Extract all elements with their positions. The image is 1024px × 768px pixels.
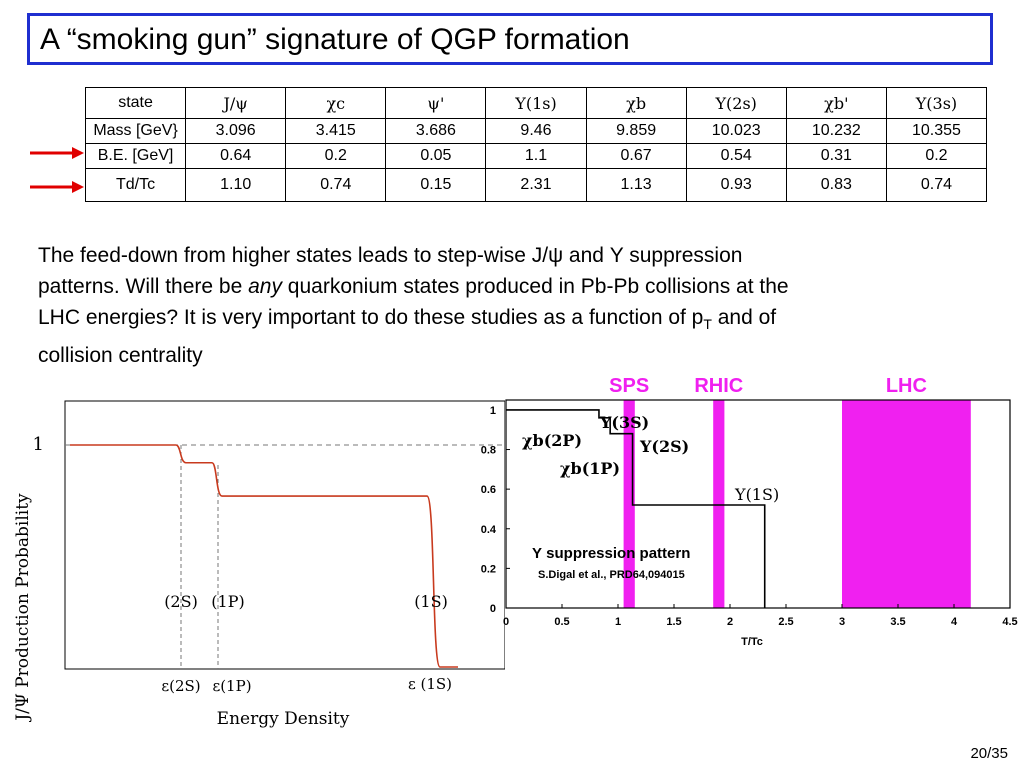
text-span: patterns. Will there be bbox=[38, 275, 249, 298]
table-cell: 0.54 bbox=[686, 144, 786, 169]
y-tick-label: 0 bbox=[489, 603, 496, 615]
step-label: (2S) bbox=[164, 592, 198, 611]
table-cell: B.E. [GeV] bbox=[86, 144, 186, 169]
text-span: and of bbox=[711, 306, 777, 329]
step-label: (1P) bbox=[211, 592, 245, 611]
paragraph-line bbox=[38, 302, 998, 340]
band-label: LHC bbox=[885, 375, 927, 397]
x-axis-label: T/Tc bbox=[741, 636, 763, 648]
table-cell: 1.10 bbox=[186, 169, 286, 202]
arrow-right-icon bbox=[30, 180, 84, 194]
y-tick-label: 0.6 bbox=[480, 484, 496, 497]
band-lhc bbox=[842, 400, 971, 608]
table-cell: 0.05 bbox=[386, 144, 486, 169]
table-cell: 9.859 bbox=[586, 119, 686, 144]
paragraph-line: collision centrality bbox=[38, 344, 203, 368]
title-box bbox=[27, 13, 993, 65]
x-tick-label: 1.5 bbox=[666, 616, 682, 628]
x-tick-label: 4 bbox=[950, 616, 958, 628]
table-cell: 1.1 bbox=[486, 144, 586, 169]
annotation-upsilon-3s: Υ(3S) bbox=[600, 413, 650, 432]
band-labels bbox=[609, 375, 927, 397]
threshold-label: ε(1P) bbox=[212, 677, 252, 695]
y-tick-label: 0.8 bbox=[480, 444, 496, 457]
plot-frame bbox=[65, 401, 505, 669]
table-cell: 0.15 bbox=[386, 169, 486, 202]
table-cell: ψ' bbox=[386, 88, 486, 119]
upsilon-suppression-chart bbox=[480, 370, 1024, 655]
subscript-text: T bbox=[703, 316, 712, 333]
text-span: quarkonium states produced in Pb-Pb collisions at the bbox=[281, 275, 789, 298]
x-tick-label: 4.5 bbox=[1002, 616, 1018, 628]
y-tick-label: 1 bbox=[489, 404, 496, 417]
x-tick-label: 3 bbox=[838, 616, 846, 628]
x-tick-label: 0 bbox=[502, 616, 510, 628]
table-cell: Υ(1s) bbox=[486, 88, 586, 119]
table-cell: 10.232 bbox=[786, 119, 886, 144]
table-cell: 0.2 bbox=[886, 144, 986, 169]
table-cell: 10.023 bbox=[686, 119, 786, 144]
x-tick-label: 1 bbox=[614, 616, 622, 628]
table-cell: state bbox=[86, 88, 186, 119]
y-tick-label: 0.2 bbox=[480, 563, 496, 576]
table-cell: J/ψ bbox=[186, 88, 286, 119]
table-cell: Υ(3s) bbox=[886, 88, 986, 119]
table-cell: 3.096 bbox=[186, 119, 286, 144]
table-cell: χb bbox=[586, 88, 686, 119]
table-cell: 10.355 bbox=[886, 119, 986, 144]
x-tick-label: 2.5 bbox=[778, 616, 794, 628]
annotation-upsilon-2s: Υ(2S) bbox=[640, 437, 690, 456]
probability-curve bbox=[70, 445, 458, 667]
annotation-upsilon-1s: Υ(1S) bbox=[735, 485, 780, 504]
body-paragraph bbox=[38, 240, 998, 371]
emphasis-text: any bbox=[248, 275, 282, 298]
table-cell: 9.46 bbox=[486, 119, 586, 144]
legend-title: Υ suppression pattern bbox=[532, 545, 691, 562]
table-cell: 0.67 bbox=[586, 144, 686, 169]
y-tick-label: 0.4 bbox=[480, 523, 496, 536]
table-cell: Υ(2s) bbox=[686, 88, 786, 119]
page-title: A “smoking gun” signature of QGP formation bbox=[40, 23, 630, 56]
table-cell: 0.64 bbox=[186, 144, 286, 169]
x-tick-label: 0.5 bbox=[554, 616, 570, 628]
text-span: LHC energies? It is very important to do these studies as a function of p bbox=[38, 306, 704, 329]
table-row bbox=[86, 144, 987, 169]
jpsi-probability-chart bbox=[0, 395, 505, 735]
table-header-row bbox=[86, 88, 987, 119]
paragraph-line: The feed-down from higher states leads to step-wise J/ψ and Υ suppression bbox=[38, 244, 743, 267]
step-label: (1S) bbox=[414, 592, 448, 611]
citation-text: S.Digal et al., PRD64,094015 bbox=[538, 569, 685, 581]
table-row bbox=[86, 119, 987, 144]
table-cell: χb' bbox=[786, 88, 886, 119]
table-cell: 0.31 bbox=[786, 144, 886, 169]
annotation-chib-2p: χb(2P) bbox=[522, 431, 583, 450]
annotation-chib-1p: χb(1P) bbox=[560, 459, 621, 478]
y-axis-label: J/Ψ Production Probability bbox=[13, 493, 33, 721]
table-cell: Td/Tc bbox=[86, 169, 186, 202]
page-number: 20/35 bbox=[970, 745, 1008, 762]
band-label: SPS bbox=[609, 375, 650, 397]
x-tick-label: 2 bbox=[726, 616, 734, 628]
x-tick-label: 3.5 bbox=[890, 616, 906, 628]
table-row bbox=[86, 169, 987, 202]
band-label: RHIC bbox=[694, 375, 744, 397]
threshold-label: ε (1S) bbox=[407, 675, 453, 693]
y-tick-label: 1 bbox=[32, 434, 44, 455]
table-cell: χc bbox=[286, 88, 386, 119]
table-cell: 3.686 bbox=[386, 119, 486, 144]
table-cell: 0.2 bbox=[286, 144, 386, 169]
table-cell: 0.74 bbox=[886, 169, 986, 202]
table-cell: 2.31 bbox=[486, 169, 586, 202]
band-rhic bbox=[713, 400, 724, 608]
table-cell: Mass [GeV} bbox=[86, 119, 186, 144]
table-cell: 0.83 bbox=[786, 169, 886, 202]
table-cell: 0.93 bbox=[686, 169, 786, 202]
threshold-label: ε(2S) bbox=[161, 677, 201, 695]
arrow-right-icon bbox=[30, 146, 84, 160]
table-cell: 0.74 bbox=[286, 169, 386, 202]
quarkonium-table bbox=[85, 87, 987, 202]
x-axis-label: Energy Density bbox=[216, 709, 350, 729]
table-cell: 1.13 bbox=[586, 169, 686, 202]
table-cell: 3.415 bbox=[286, 119, 386, 144]
paragraph-line bbox=[38, 271, 998, 302]
